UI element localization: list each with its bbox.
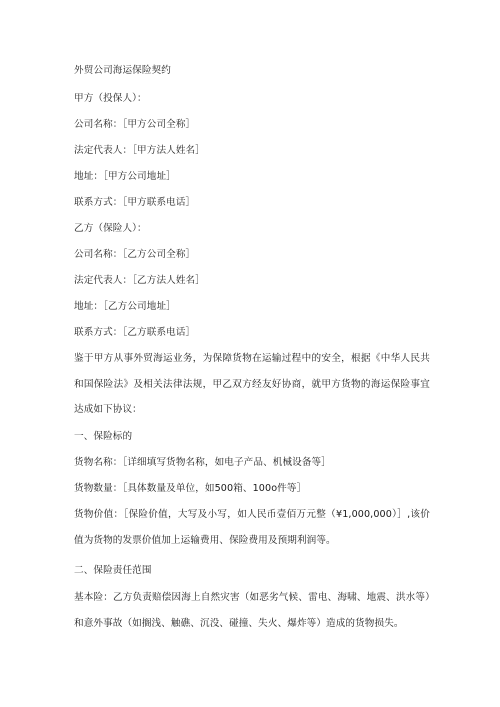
party-b-contact: 联系方式：［乙方联系电话］ bbox=[74, 327, 196, 338]
party-a-company: 公司名称：［甲方公司全称］ bbox=[74, 119, 196, 130]
document-title: 外贸公司海运保险契约 bbox=[74, 65, 171, 76]
party-b-address: 地址：［乙方公司地址］ bbox=[74, 301, 176, 312]
goods-quantity: 货物数量：［具体数量及单位，如500箱、100o件等］ bbox=[74, 483, 307, 494]
party-b-representative: 法定代表人：［乙方法人姓名］ bbox=[74, 275, 205, 286]
goods-name: 货物名称：［详细填写货物名称，如电子产品、机械设备等］ bbox=[74, 457, 331, 468]
party-a-address: 地址：［甲方公司地址］ bbox=[74, 171, 176, 182]
party-a-header: 甲方（投保人）： bbox=[74, 93, 147, 104]
section-1-heading: 一、保险标的 bbox=[74, 431, 133, 442]
party-a-representative: 法定代表人：［甲方法人姓名］ bbox=[74, 145, 205, 156]
basic-coverage-paragraph: 基本险：乙方负责赔偿因海上自然灾害（如恶劣气候、雷电、海啸、地震、洪水等）和意外事故（如搁浅、触礁、沉没、碰撞、失火、爆炸等）造成的货物损失。 bbox=[74, 592, 430, 629]
goods-value-paragraph: 货物价值：［保险价值，大写及小写，如人民币壹佰万元整（¥1,000,000）］,该价值为货物的发票价值加上运输费用、保险费用及预期利润等。 bbox=[74, 509, 430, 546]
section-2-heading: 二、保险责任范围 bbox=[74, 565, 152, 576]
party-b-header: 乙方（保险人）： bbox=[74, 223, 147, 234]
party-b-company: 公司名称：［乙方公司全称］ bbox=[74, 249, 196, 260]
party-a-contact: 联系方式：［甲方联系电话］ bbox=[74, 197, 196, 208]
preamble-paragraph: 鉴于甲方从事外贸海运业务，为保障货物在运输过程中的安全，根据《中华人民共和国保险法》及相关法律法规，甲乙双方经友好协商，就甲方货物的海运保险事宜达成如下协议： bbox=[74, 353, 430, 415]
